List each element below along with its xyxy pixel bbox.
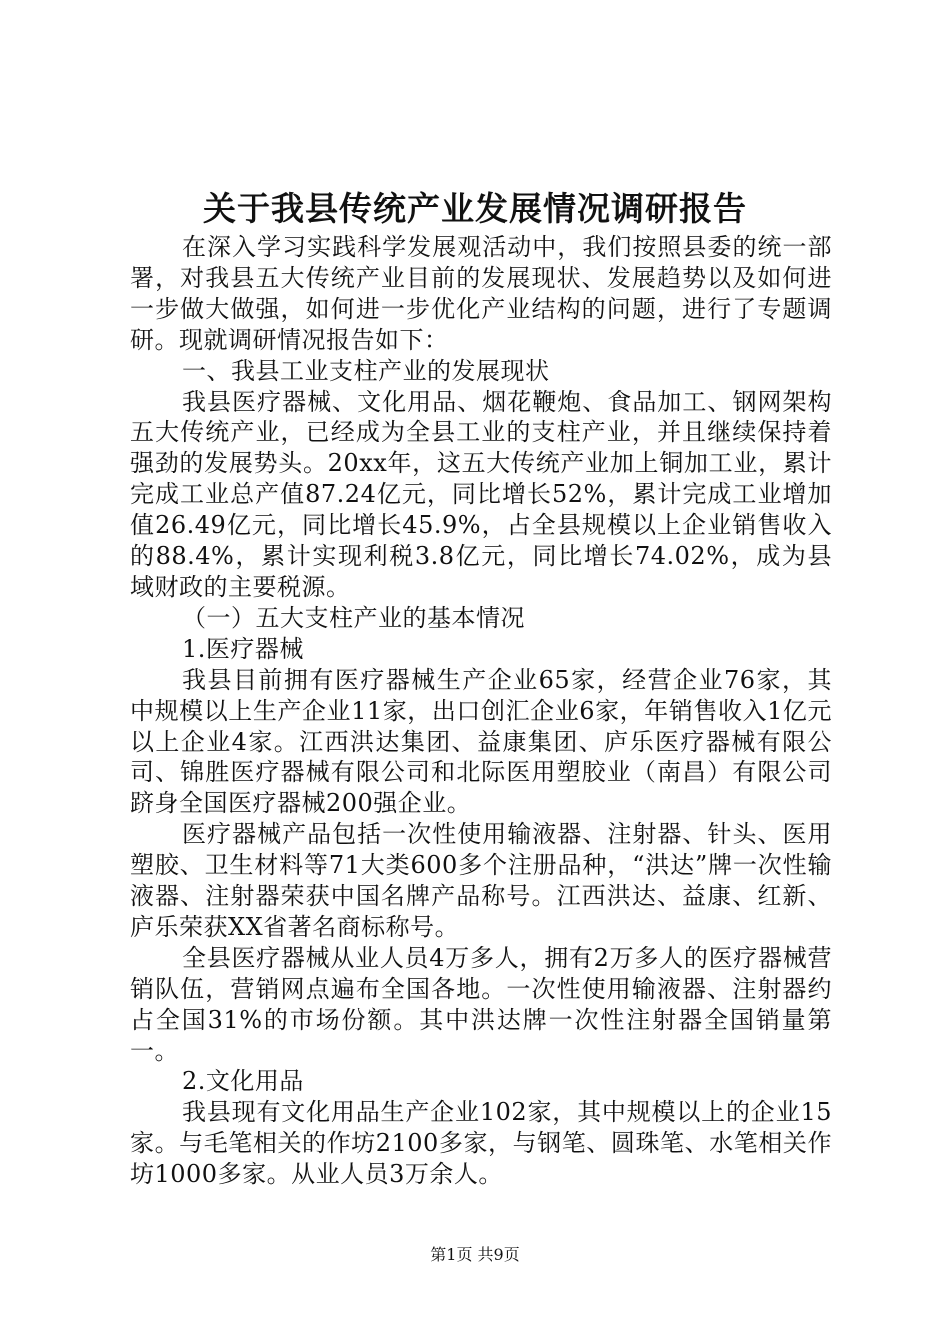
paragraph-intro: 在深入学习实践科学发展观活动中，我们按照县委的统一部署，对我县五大传统产业目前的发展现状、发展趋势以及如何进一步做大做强，如何进一步优化产业结构的问题，进行了专题调研。现就调研情况报告如下： [130, 233, 832, 354]
paragraph-medical-workforce: 全县医疗器械从业人员4万多人，拥有2万多人的医疗器械营销队伍，营销网点遍布全国各地。一次性使用输液器、注射器约占全国31%的市场份额。其中洪达牌一次性注射器全国销量第一。 [130, 943, 832, 1065]
item-heading-stationery: 2.文化用品 [182, 1067, 304, 1096]
subsection-heading-1: （一）五大支柱产业的基本情况 [182, 603, 525, 632]
document-title: 关于我县传统产业发展情况调研报告 [203, 189, 747, 228]
page-footer: 第1页 共9页 [430, 1245, 520, 1264]
paragraph-medical-enterprises: 我县目前拥有医疗器械生产企业65家，经营企业76家，其中规模以上生产企业11家，出口创汇企业6家，年销售收入1亿元以上企业4家。江西洪达集团、益康集团、庐乐医疗器械有限公司、锦胜医疗器械有限公司和北际医用塑胶业（南昌）有限公司跻身全国医疗器械200强企业。 [130, 665, 832, 818]
paragraph-medical-products: 医疗器械产品包括一次性使用输液器、注射器、针头、医用塑胶、卫生材料等71大类600多个注册品种，“洪达”牌一次性输液器、注射器荣获中国名牌产品称号。江西洪达、益康、红新、庐乐荣获XX省著名商标称号。 [130, 820, 832, 941]
section-heading-1: 一、我县工业支柱产业的发展现状 [182, 356, 550, 385]
document-body [130, 232, 832, 1190]
paragraph-stationery: 我县现有文化用品生产企业102家，其中规模以上的企业15家。与毛笔相关的作坊2100多家，与钢笔、圆珠笔、水笔相关作坊1000多家。从业人员3万余人。 [130, 1098, 832, 1189]
item-heading-medical: 1.医疗器械 [182, 634, 304, 663]
paragraph-overview: 我县医疗器械、文化用品、烟花鞭炮、食品加工、钢网架构五大传统产业，已经成为全县工业的支柱产业，并且继续保持着强劲的发展势头。20xx年，这五大传统产业加上铜加工业，累计完成工业总产值87.24亿元，同比增长52%，累计完成工业增加值26.49亿元，同比增长45.9%，占全县规模以上企业销售收入的88.4%，累计实现利税3.8亿元，同比增长74.02%，成为县域财政的主要税源。 [130, 387, 832, 601]
